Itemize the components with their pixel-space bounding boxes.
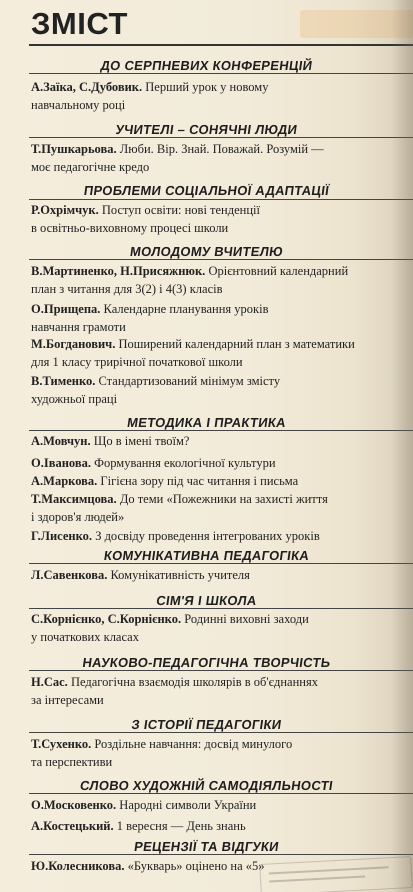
entry-title: Поширений календарний план з математики [115,337,355,351]
entry-title-continued: та перспективи [31,755,113,769]
entry-title-continued: для 1 класу трирічної початкової школи [31,355,243,369]
entry-author: С.Корнієнко, С.Корнієнко. [31,612,182,626]
toc-entry[interactable] [31,735,409,771]
section-rule [29,793,413,794]
entry-title: «Букварь» оцінено на «5» [124,859,265,873]
entry-author: А.Заїка, С.Дубовик. [31,80,143,94]
toc-entry[interactable] [31,673,409,709]
section-rule [29,670,413,671]
section-heading: СЛОВО ХУДОЖНІЙ САМОДІЯЛЬНОСТІ [79,778,335,793]
toc-entry[interactable] [31,610,409,646]
entry-author: Т.Сухенко. [31,737,92,751]
section-rule [29,430,413,431]
toc-entry[interactable] [31,454,409,472]
toc-entry[interactable] [31,335,409,371]
entry-title: Родинні виховні заходи [181,612,309,626]
entry-title-continued: за інтересами [31,693,104,707]
section-heading: УЧИТЕЛІ – СОНЯЧНІ ЛЮДИ [114,122,299,137]
entry-author: А.Маркова. [31,474,98,488]
toc-entry[interactable] [31,566,409,584]
entry-title-continued: план з читання для 3(2) і 4(3) класів [31,282,223,296]
entry-author: Т.Максимцова. [31,492,117,506]
entry-title-continued: художньої праці [31,392,118,406]
entry-title: З досвіду проведення інтегрованих уроків [92,529,320,543]
toc-entry[interactable] [31,201,409,237]
entry-author: В.Тименко. [31,374,96,388]
entry-title: Орієнтовний календарний [205,264,349,278]
section-rule [29,608,413,609]
section-heading: З ІСТОРІЇ ПЕДАГОГІКИ [130,717,283,732]
entry-title-continued: моє педагогічне кредо [31,160,150,174]
entry-author: О.Московенко. [31,798,117,812]
toc-entry[interactable] [31,372,409,408]
entry-title-continued: у початкових класах [31,630,139,644]
entry-title: До теми «Пожежники на захисті життя [116,492,328,506]
entry-author: Р.Охрімчук. [31,203,99,217]
section-rule [29,854,413,855]
toc-entry[interactable] [31,527,409,545]
page-title: ЗМІСТ [31,6,128,41]
entry-author: М.Богданович. [31,337,116,351]
entry-title-continued: навчальному році [31,98,126,112]
entry-author: А.Мовчун. [31,434,91,448]
toc-entry[interactable] [31,140,409,176]
entry-author: Л.Савенкова. [31,568,108,582]
entry-author: О.Іванова. [31,456,91,470]
entry-author: Н.Сас. [31,675,68,689]
entry-title: Поступ освіти: нові тенденції [98,203,260,217]
entry-author: О.Прищепа. [31,302,101,316]
entry-title: Комунікативність учителя [107,568,250,582]
section-heading: ПРОБЛЕМИ СОЦІАЛЬНОЇ АДАПТАЦІЇ [82,183,331,198]
section-rule [29,732,413,733]
toc-entry[interactable] [31,78,409,114]
library-stamp-fragment [0,808,22,856]
section-rule [29,259,413,260]
section-heading: МЕТОДИКА І ПРАКТИКА [126,415,287,430]
title-underline [29,44,413,46]
entry-title: 1 вересня — День знань [113,819,246,833]
toc-entry[interactable] [31,262,409,298]
entry-title: Роздільне навчання: досвід минулого [91,737,293,751]
section-heading: МОЛОДОМУ ВЧИТЕЛЮ [129,244,285,259]
entry-title: Стандартизований мінімум змісту [95,374,281,388]
toc-entry[interactable] [31,817,409,835]
entry-title: Народні символи України [116,798,257,812]
toc-entry[interactable] [31,300,409,336]
section-heading: НАУКОВО-ПЕДАГОГІЧНА ТВОРЧІСТЬ [81,655,332,670]
entry-title-continued: в освітньо-виховному процесі школи [31,221,229,235]
entry-title: Формування екологічної культури [90,456,276,470]
entry-title: Люби. Вір. Знай. Поважай. Розумій — [116,142,324,156]
entry-author: Г.Лисенко. [31,529,93,543]
toc-entry[interactable] [31,472,409,490]
section-heading: ДО СЕРПНЕВИХ КОНФЕРЕНЦІЙ [99,58,314,73]
entry-title-continued: навчання грамоти [31,320,126,334]
toc-entry[interactable] [31,490,409,526]
section-heading: КОМУНІКАТИВНА ПЕДАГОГІКА [102,548,311,563]
section-heading: РЕЦЕНЗІЇ ТА ВІДГУКИ [133,839,280,854]
toc-entry[interactable] [31,796,409,814]
entry-author: Ю.Колесникова. [31,859,125,873]
entry-title: Гігієна зору під час читання і письма [97,474,299,488]
entry-author: В.Мартиненко, Н.Присяжнюк. [31,264,206,278]
entry-author: Т.Пушкарьова. [31,142,117,156]
entry-title: Перший урок у новому [142,80,269,94]
entry-title: Що в імені твоїм? [90,434,190,448]
section-rule [29,73,413,74]
section-rule [29,137,413,138]
section-heading: СІМ'Я І ШКОЛА [155,593,258,608]
entry-title: Педагогічна взаємодія школярів в об'єднаннях [67,675,318,689]
section-rule [29,563,413,564]
entry-title-continued: і здоров'я людей» [31,510,125,524]
entry-title: Календарне планування уроків [100,302,269,316]
toc-entry[interactable] [31,432,409,450]
title-background-tint [300,10,413,38]
entry-author: А.Костецький. [31,819,114,833]
section-rule [29,199,413,200]
